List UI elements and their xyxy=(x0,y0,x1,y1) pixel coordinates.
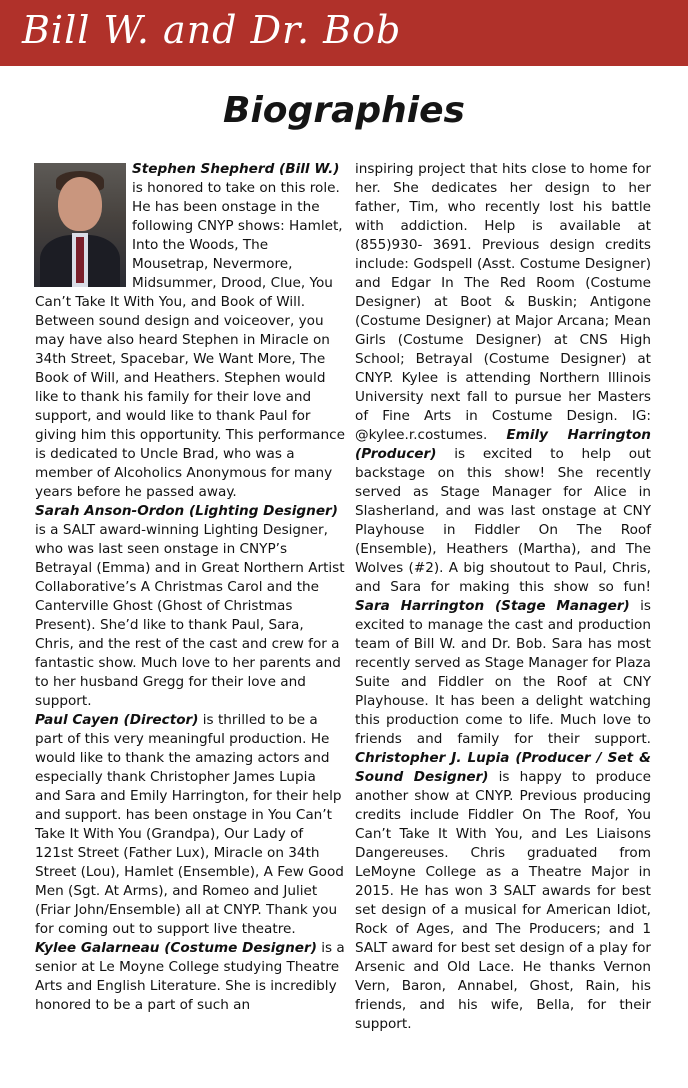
bio-text: is happy to produce another show at CNYP. Previous producing credits include Fiddler On The Roof, You Can’t Take It With You, and Les Liaisons Dangereuses. Chris graduated from LeMoyne College as a Theatre Major in 2015. He has won 3 SALT awards for best set design of a musical for American Idiot, Rock of Ages, and The Producers; and 1 SALT award for best set design of a play for Arsenic and Old Lace. He thanks Vernon Vern, Baron, Annabel, Ghost, Rain, his friends, and his wife, Bella, for their support. xyxy=(355,769,651,1032)
bio-name: Christopher J. Lupia (Producer / Set & Sound Designer) xyxy=(355,750,651,785)
bio-text: is excited to manage the cast and production team of Bill W. and Dr. Bob. Sara has most recently served as Stage Manager for Plaza Suite and Fiddler on the Roof at CNY Playhouse. It has been a delight watching this production come to life. Much love to friends and family for their support. xyxy=(355,598,651,747)
bio-kylee-galarneau xyxy=(35,939,345,1015)
bio-text: is thrilled to be a part of this very meaningful production. He would like to thank the amazing actors and especially thank Christopher James Lupia and Sara and Emily Harrington, for their help and support. has been onstage in You Can’t Take It With You (Grandpa), Our Lady of 121st Street (Father Lux), Miracle on 34th Street (Lou), Hamlet (Ensemble), A Few Good Men (Sgt. At Arms), and Romeo and Juliet (Friar John/Ensemble) all at CNYP. Thank you for coming out to support live theatre. xyxy=(35,712,344,937)
left-column xyxy=(35,160,345,1015)
bio-stephen-shepherd xyxy=(35,160,345,502)
bio-text: is honored to take on this role. He has been onstage in the following CNYP shows: Hamlet, Into the Woods, The Mousetrap, Nevermore, Midsummer, Drood, Clue, You Can’t Take It With You, and Book of Will. Between sound design and voiceover, you may have also heard Stephen in Miracle on 34th Street, Spacebar, We Want More, The Book of Will, and Heathers. Stephen would like to thank his family for their love and support, and would like to thank Paul for giving him this opportunity. This performance is dedicated to Uncle Brad, who was a member of Alcoholics Anonymous for many years before he passed away. xyxy=(35,180,345,500)
bio-name: Kylee Galarneau (Costume Designer) xyxy=(35,940,317,956)
header-banner xyxy=(0,0,688,66)
bio-text: is a SALT award-winning Lighting Designer, who was last seen onstage in CNYP’s Betrayal (Emma) and in Great Northern Artist Collaborative’s A Christmas Carol and the Canterville Ghost (Ghost of Christmas Present). She’d like to thank Paul, Sara, Chris, and the rest of the cast and crew for a fantastic show. Much love to her parents and to her husband Gregg for their love and support. xyxy=(35,522,345,709)
page-heading: Biographies xyxy=(223,90,465,131)
bio-paul-cayen xyxy=(35,711,345,939)
bio-name: Sarah Anson-Ordon (Lighting Designer) xyxy=(35,503,338,519)
bio-name: Sara Harrington (Stage Manager) xyxy=(355,598,630,614)
bio-name: Stephen Shepherd (Bill W.) xyxy=(132,161,340,177)
right-column xyxy=(355,160,651,1034)
bio-continued xyxy=(355,160,651,1034)
bio-text: is a senior at Le Moyne College studying Theatre Arts and English Literature. She is incredibly honored to be a part of such an xyxy=(35,940,345,1013)
play-title: Bill W. and Dr. Bob xyxy=(22,8,402,52)
bio-name: Paul Cayen (Director) xyxy=(35,712,199,728)
bio-name: Emily Harrington (Producer) xyxy=(355,427,651,462)
bio-text: inspiring project that hits close to home for her. She dedicates her design to her father, Tim, who recently lost his battle with addiction. Help is available at (855)930- 3691. Previous design credits include: Godspell (Asst. Costume Designer) and Edgar In The Red Room (Costume Designer) at Boot & Buskin; Antigone (Costume Designer) at Major Arcana; Mean Girls (Costume Designer) at CNS High School; Betrayal (Costume Designer) at CNYP. Kylee is attending Northern Illinois University next fall to pursue her Masters of Fine Arts in Costume Design. IG: @kylee.r.costumes. xyxy=(355,161,651,443)
bio-text: is excited to help out backstage on this show! She recently served as Stage Manager for Alice in Slasherland, and was last onstage at CNY Playhouse in Fiddler On The Roof (Ensemble), Heathers (Martha), and The Wolves (#2). A big shoutout to Paul, Chris, and Sara for making this show so fun! xyxy=(355,446,651,595)
bio-sarah-anson-ordon xyxy=(35,502,345,711)
headshot-photo xyxy=(34,163,126,287)
